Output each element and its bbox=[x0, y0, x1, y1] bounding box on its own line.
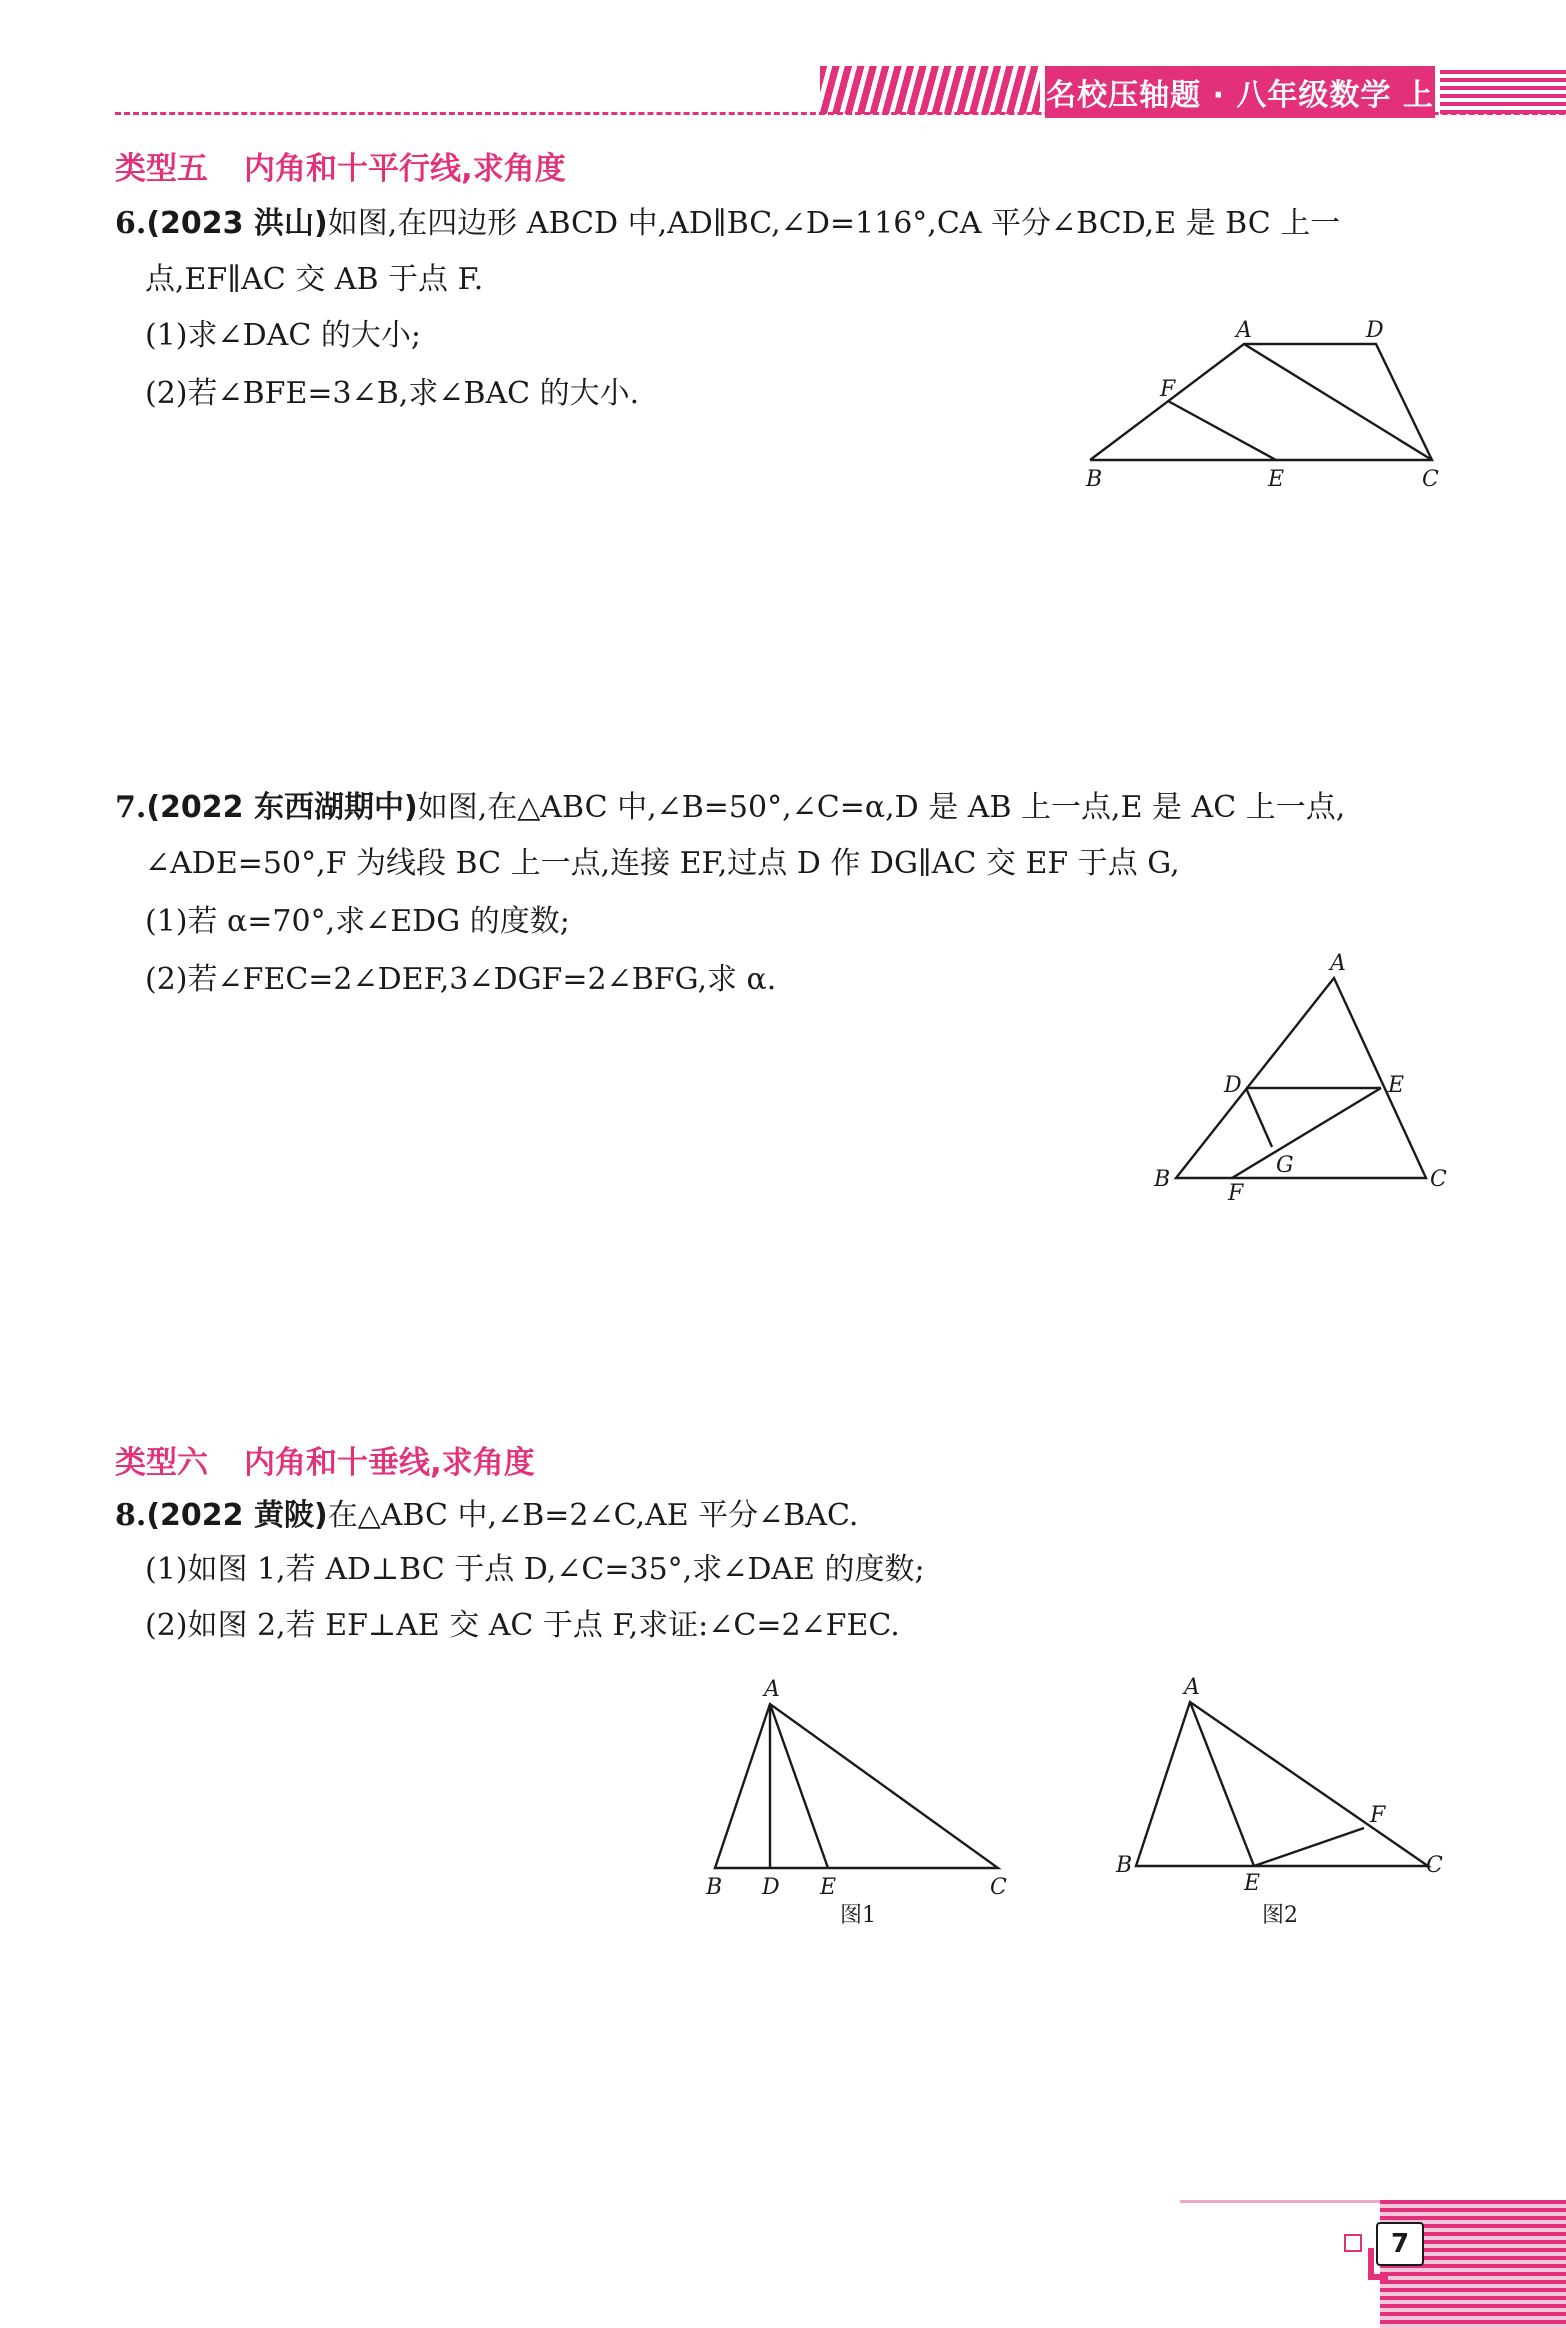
label-e: E bbox=[1268, 467, 1285, 492]
label-d: D bbox=[762, 1875, 780, 1900]
header-title: 名校压轴题 · 八年级数学 上 bbox=[1045, 66, 1435, 118]
label-e: E bbox=[1244, 1871, 1261, 1896]
label-a: A bbox=[1236, 318, 1252, 343]
segment-ef bbox=[1254, 1828, 1364, 1866]
figure-8-2 bbox=[1110, 1672, 1450, 1932]
caption-figure-2: 图2 bbox=[1262, 1903, 1298, 1928]
problem-number: 6. bbox=[115, 206, 147, 241]
problem-source: (2022 东西湖期中) bbox=[146, 790, 418, 825]
triangle-abc bbox=[1136, 1702, 1428, 1866]
problem-8-question-1: (1)如图 1,若 AD⊥BC 于点 D,∠C=35°,求∠DAE 的度数; bbox=[145, 1552, 925, 1587]
label-b: B bbox=[1116, 1853, 1133, 1878]
quadrilateral-abcd bbox=[1090, 344, 1432, 460]
page-number: 7 bbox=[1376, 2222, 1424, 2266]
label-b: B bbox=[706, 1875, 723, 1900]
segment-dg bbox=[1246, 1088, 1272, 1147]
problem-8-question-2: (2)如图 2,若 EF⊥AE 交 AC 于点 F,求证:∠C=2∠FEC. bbox=[145, 1608, 900, 1643]
section-title: 内角和十平行线,求角度 bbox=[244, 151, 566, 187]
segment-ef bbox=[1232, 1088, 1381, 1178]
problem-text: 如图,在四边形 ABCD 中,AD∥BC,∠D=116°,CA 平分∠BCD,E 是 BC 上一 bbox=[327, 206, 1341, 241]
figure-8-1 bbox=[700, 1672, 1030, 1932]
figure-problem-6 bbox=[1080, 310, 1460, 500]
problem-7-line-2: ∠ADE=50°,F 为线段 BC 上一点,连接 EF,过点 D 作 DG∥AC 交 EF 于点 G, bbox=[145, 846, 1180, 881]
caption-figure-1: 图1 bbox=[840, 1903, 876, 1928]
problem-number: 7. bbox=[115, 790, 147, 825]
segment-ae bbox=[1190, 1702, 1254, 1866]
problem-text: 如图,在△ABC 中,∠B=50°,∠C=α,D 是 AB 上一点,E 是 AC 上一点, bbox=[417, 790, 1346, 825]
problem-8-line-1 bbox=[115, 1496, 858, 1536]
label-g: G bbox=[1276, 1153, 1294, 1178]
label-a: A bbox=[1330, 951, 1346, 976]
segment-ef bbox=[1168, 401, 1276, 460]
section-label: 类型五 bbox=[115, 151, 208, 187]
label-f: F bbox=[1160, 377, 1176, 402]
label-d: D bbox=[1224, 1073, 1242, 1098]
problem-text: 在△ABC 中,∠B=2∠C,AE 平分∠BAC. bbox=[327, 1498, 859, 1533]
label-c: C bbox=[1430, 1167, 1447, 1192]
problem-7-line-1 bbox=[115, 788, 1345, 828]
label-e: E bbox=[1388, 1073, 1405, 1098]
label-a: A bbox=[764, 1677, 780, 1702]
problem-source: (2022 黄陂) bbox=[146, 1498, 328, 1533]
section-heading-5 bbox=[115, 143, 566, 188]
label-f: F bbox=[1370, 1803, 1386, 1828]
section-label: 类型六 bbox=[115, 1445, 208, 1481]
section-title: 内角和十垂线,求角度 bbox=[244, 1445, 535, 1481]
problem-7-question-1: (1)若 α=70°,求∠EDG 的度数; bbox=[145, 904, 570, 939]
footer-square-icon bbox=[1344, 2234, 1362, 2252]
problem-7-question-2: (2)若∠FEC=2∠DEF,3∠DGF=2∠BFG,求 α. bbox=[145, 962, 777, 997]
label-b: B bbox=[1086, 467, 1103, 492]
figure-problem-7 bbox=[1140, 950, 1460, 1210]
triangle-abc bbox=[715, 1704, 998, 1868]
label-e: E bbox=[820, 1875, 837, 1900]
problem-6-line-1 bbox=[115, 204, 1340, 244]
header-tail bbox=[1440, 70, 1566, 114]
section-heading-6 bbox=[115, 1437, 535, 1482]
label-c: C bbox=[1422, 467, 1439, 492]
label-f: F bbox=[1228, 1181, 1244, 1206]
header-stripes bbox=[820, 66, 1040, 114]
header-divider bbox=[115, 112, 1565, 115]
problem-6-question-1: (1)求∠DAC 的大小; bbox=[145, 318, 421, 353]
label-c: C bbox=[990, 1875, 1007, 1900]
footer-divider bbox=[1180, 2200, 1380, 2203]
problem-6-question-2: (2)若∠BFE=3∠B,求∠BAC 的大小. bbox=[145, 376, 640, 411]
problem-6-line-2: 点,EF∥AC 交 AB 于点 F. bbox=[145, 262, 484, 297]
segment-ae bbox=[770, 1704, 828, 1868]
label-c: C bbox=[1426, 1853, 1443, 1878]
problem-number: 8. bbox=[115, 1498, 147, 1533]
label-a: A bbox=[1184, 1675, 1200, 1700]
problem-source: (2023 洪山) bbox=[146, 206, 328, 241]
label-d: D bbox=[1366, 318, 1384, 343]
label-b: B bbox=[1154, 1167, 1171, 1192]
